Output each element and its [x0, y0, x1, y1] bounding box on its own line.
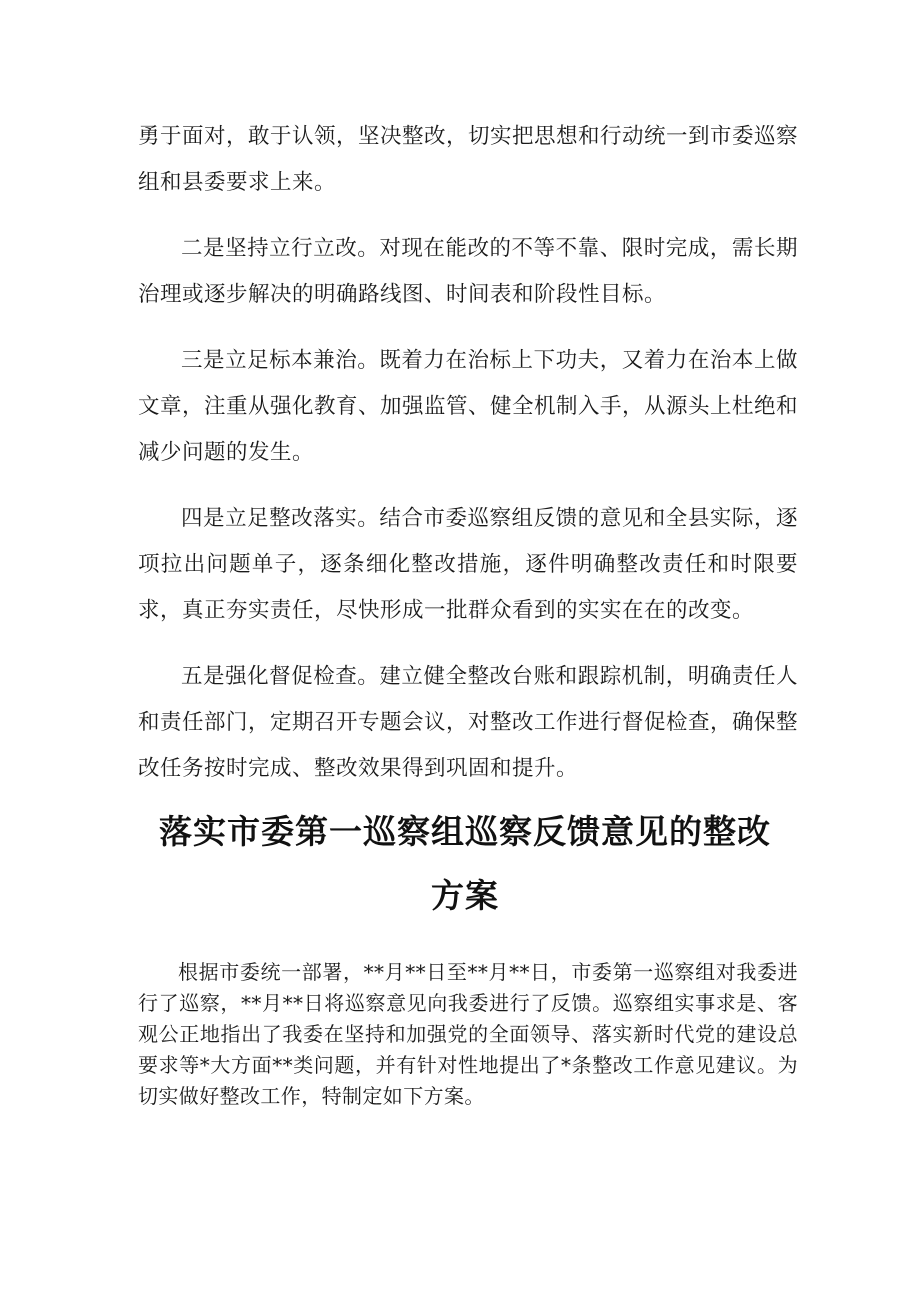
- continued-section: [138, 114, 798, 812]
- document-title: [110, 800, 820, 928]
- title-line-1: 落实市委第一巡察组巡察反馈意见的整改: [159, 812, 771, 851]
- paragraph-point-four: 四是立足整改落实。结合市委巡察组反馈的意见和全县实际，逐项拉出问题单子，逐条细化整改措施，逐件明确整改责任和时限要求，真正夯实责任，尽快形成一批群众看到的实实在在的改变。: [138, 506, 798, 623]
- intro-paragraph: 根据市委统一部署，**月**日至**月**日，市委第一巡察组对我委进行了巡察，**月**日将巡察意见向我委进行了反馈。巡察组实事求是、客观公正地指出了我委在坚持和加强党的全面领导、落实新时代党的建设总要求等*大方面**类问题，并有针对性地提出了*条整改工作意见建议。为切实做好整改工作，特制定如下方案。: [138, 960, 798, 1108]
- paragraph-point-three: 三是立足标本兼治。既着力在治标上下功夫，又着力在治本上做文章，注重从强化教育、加强监管、健全机制入手，从源头上杜绝和减少问题的发生。: [138, 348, 799, 465]
- paragraph-point-five: 五是强化督促检查。建立健全整改台账和跟踪机制，明确责任人和责任部门，定期召开专题会议，对整改工作进行督促检查，确保整改任务按时完成、整改效果得到巩固和提升。: [138, 664, 799, 781]
- title-line-2: 方案: [431, 876, 499, 915]
- paragraph-continued: 勇于面对，敢于认领，坚决整改，切实把思想和行动统一到市委巡察组和县委要求上来。: [138, 124, 799, 195]
- intro-section: [138, 957, 798, 1112]
- paragraph-point-two: 二是坚持立行立改。对现在能改的不等不靠、限时完成，需长期治理或逐步解决的明确路线图、时间表和阶段性目标。: [138, 236, 798, 307]
